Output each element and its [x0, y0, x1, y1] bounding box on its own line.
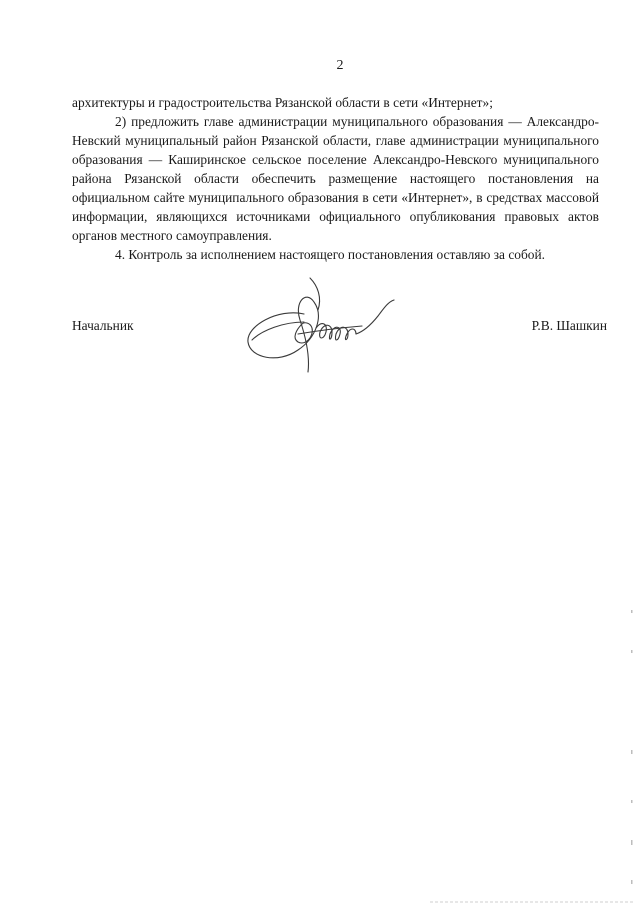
- signature-block: [72, 318, 607, 348]
- signatory-name: Р.В. Шашкин: [531, 318, 607, 333]
- paragraph-item-2: 2) предложить главе администрации муниципального образования — Александро-Невский муниципальный район Рязанской области, главе администрации муниципального образования — Каширинское сельское поселение Александро-Невского муниципального района Рязанской области обеспечить размещение настоящего постановления на официальном сайте муниципального образования в сети «Интернет», в средствах массовой информации, являющихся источниками официального опубликования правовых актов органов местного самоуправления.: [72, 114, 599, 243]
- page-number: 2: [336, 58, 344, 73]
- document-body: [72, 93, 599, 264]
- paragraph-item-4: 4. Контроль за исполнением настоящего постановления оставляю за собой.: [115, 247, 546, 262]
- paragraph-continuation: архитектуры и градостроительства Рязанской области в сети «Интернет»;: [72, 95, 493, 110]
- scan-bottom-edge: [430, 901, 635, 903]
- signatory-title: Начальник: [72, 318, 134, 333]
- scan-edge-marks: [630, 610, 634, 900]
